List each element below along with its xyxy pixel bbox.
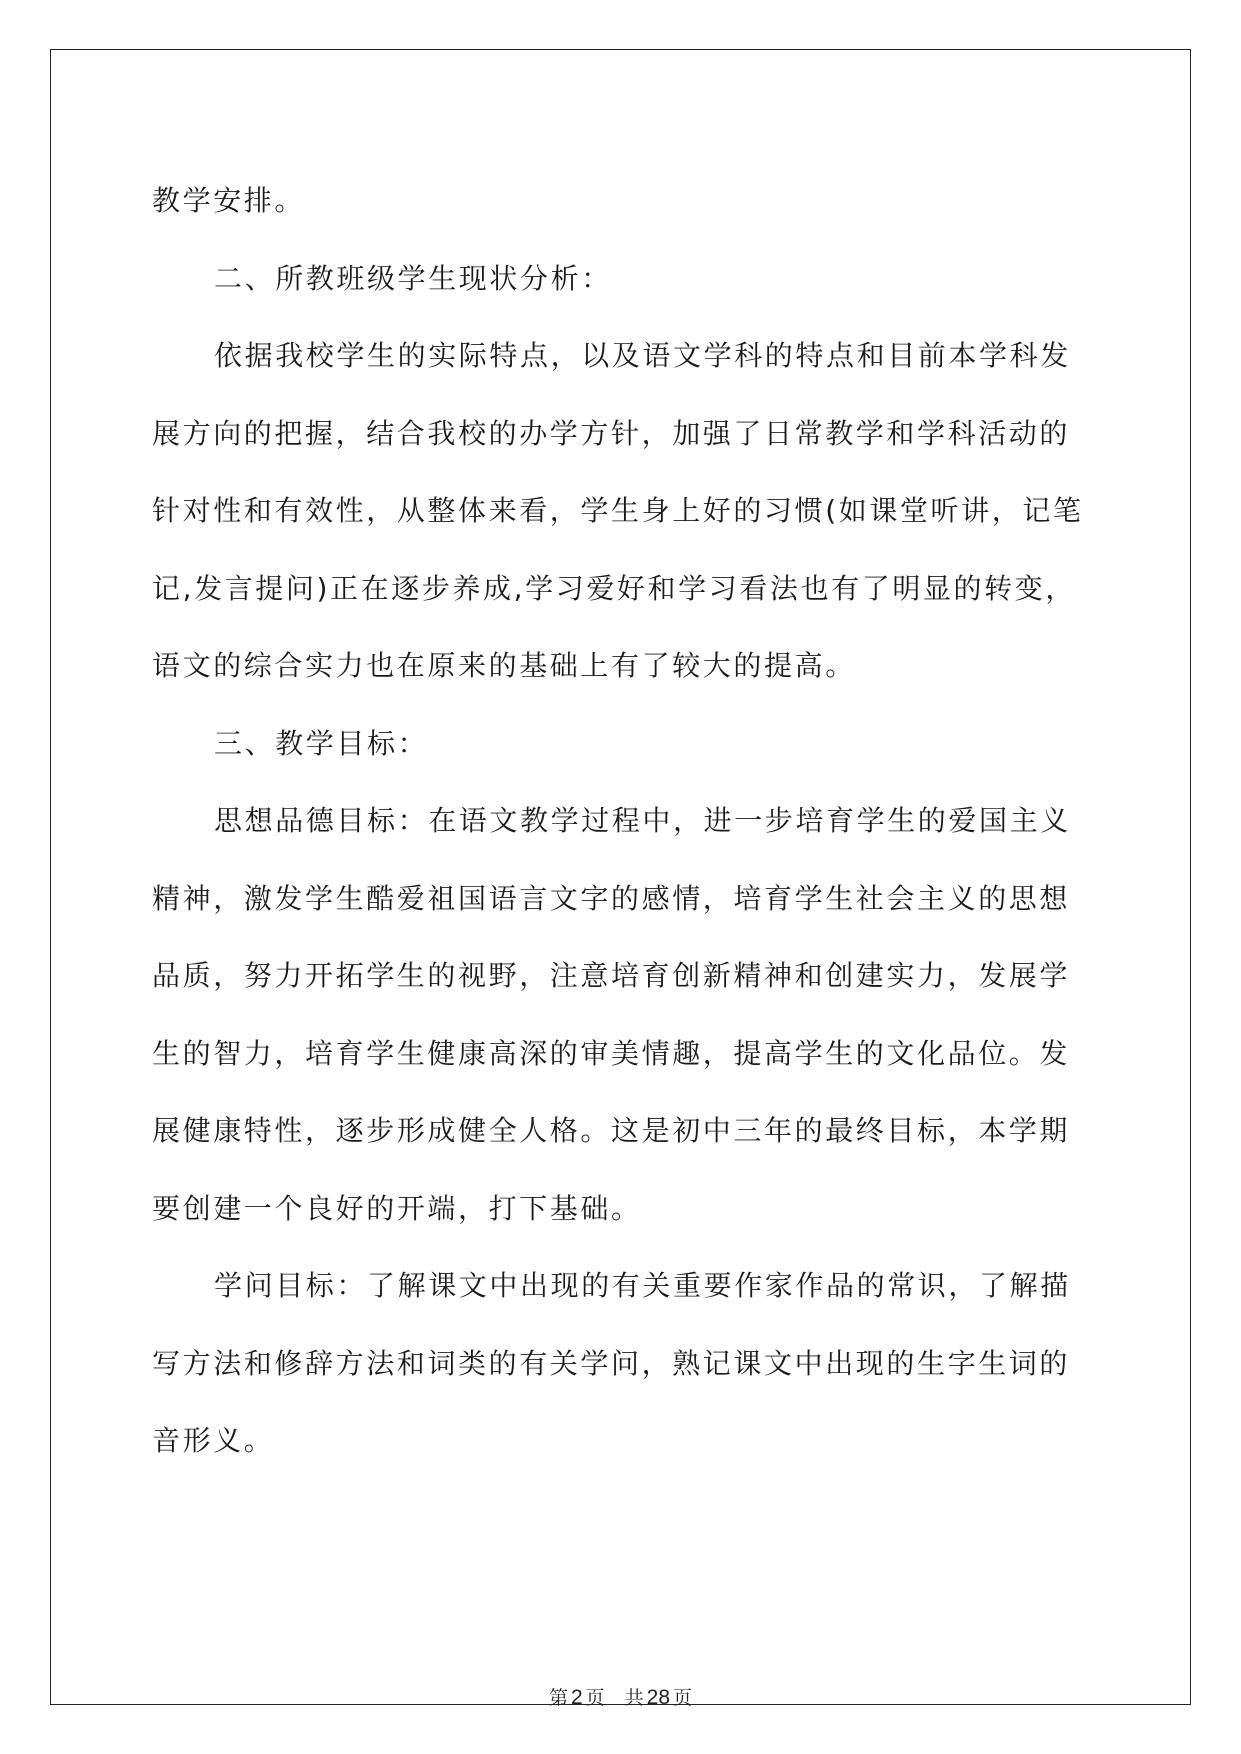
page-number: 2 <box>570 1686 583 1709</box>
total-pages: 28 <box>646 1686 671 1709</box>
line-text: 生的智力，培育学生健康高深的审美情趣，提高学生的文化品位。发 <box>152 1036 1071 1070</box>
line-text: 精神，激发学生酷爱祖国语言文字的感情，培育学生社会主义的思想 <box>152 881 1071 915</box>
page-prefix: 第 <box>548 1687 568 1709</box>
text-line-1 <box>152 162 1090 240</box>
line-text: 展健康特性，逐步形成健全人格。这是初中三年的最终目标，本学期 <box>152 1114 1071 1147</box>
line-text: 记,发言提问)正在逐步养成,学习爱好和学习看法也有了明显的转变， <box>152 571 1076 605</box>
document-body <box>152 162 1090 1480</box>
paragraph-analysis-cont <box>152 395 1090 705</box>
paragraph-knowledge-goal <box>152 1247 1090 1325</box>
line-text: 音形义。 <box>152 1424 275 1457</box>
line-text: 要创建一个良好的开端，打下基础。 <box>152 1191 642 1225</box>
line-text: 二、所教班级学生现状分析： <box>214 261 612 295</box>
page-footer <box>0 1683 1241 1710</box>
line-text: 展方向的把握，结合我校的办学方针，加强了日常教学和学科活动的 <box>152 416 1071 450</box>
line-text: 教学安排。 <box>152 184 306 217</box>
line-text: 三、教学目标： <box>214 726 429 760</box>
paragraph-moral-goal <box>152 782 1090 860</box>
line-text: 品质，努力开拓学生的视野，注意培育创新精神和创建实力，发展学 <box>152 959 1071 992</box>
line-text: 写方法和修辞方法和词类的有关学问，熟记课文中出现的生字生词的 <box>152 1346 1071 1380</box>
total-prefix: 共 <box>624 1687 644 1709</box>
section-heading-2 <box>152 240 1090 318</box>
page-suffix: 页 <box>585 1687 605 1709</box>
paragraph-moral-goal-cont <box>152 860 1090 1248</box>
line-text: 语文的综合实力也在原来的基础上有了较大的提高。 <box>152 649 856 682</box>
line-text: 思想品德目标：在语文教学过程中，进一步培育学生的爱国主义 <box>214 804 1071 837</box>
line-text: 学问目标：了解课文中出现的有关重要作家作品的常识，了解描 <box>214 1269 1071 1302</box>
total-suffix: 页 <box>673 1687 693 1709</box>
paragraph-knowledge-goal-cont <box>152 1325 1090 1480</box>
line-text: 依据我校学生的实际特点，以及语文学科的特点和目前本学科发 <box>214 339 1071 372</box>
line-text: 针对性和有效性，从整体来看，学生身上好的习惯(如课堂听讲，记笔 <box>152 494 1084 527</box>
section-heading-3 <box>152 705 1090 783</box>
paragraph-analysis <box>152 317 1090 395</box>
